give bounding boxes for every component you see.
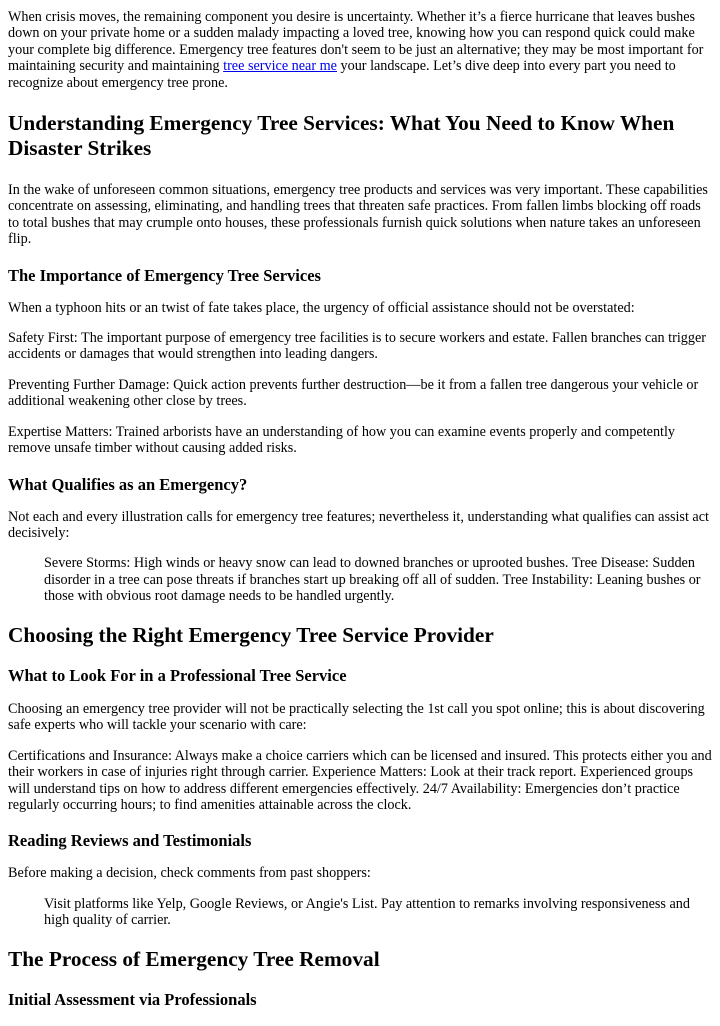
article xyxy=(0,9,720,1009)
safety-first-paragraph: Safety First: The important purpose of emergency tree facilities is to secure workers and estate. Fallen branches can trigger accidents or damages that would strengthen into leading dangers. xyxy=(8,330,706,363)
expertise-paragraph: Expertise Matters: Trained arborists have an understanding of how you can examine events properly and competently remove unsafe timber without causing added risks. xyxy=(8,423,676,457)
tree-service-link[interactable]: tree service near me xyxy=(223,58,337,75)
qualifies-intro: Not each and every illustration calls for emergency tree features; nevertheless it, understanding what qualifies can assist act decisively: xyxy=(8,508,709,541)
importance-intro: When a typhoon hits or an twist of fate takes place, the urgency of official assistance should not be overstated: xyxy=(8,299,635,316)
heading-importance: The Importance of Emergency Tree Services xyxy=(8,265,321,285)
reviews-quote: Visit platforms like Yelp, Google Reviews, or Angie's List. Pay attention to remarks involving responsiveness and high quality of carrier. xyxy=(44,895,690,929)
look-for-list: Certifications and Insurance: Always make a choice carriers which can be licensed and insured. This protects either you and their workers in case of injuries right through carrier. Experience Matters: Look at their track report. Experienced groups will understand tips on how to address different emergencies effectively. 24/7 Availability: Emergencies don’t practice regularly occurring hours; to find amenities attainable across the clock. xyxy=(8,747,712,814)
look-for-intro: Choosing an emergency tree provider will not be practically selecting the 1st call you spot online; this is about discovering safe experts who will tackle your scenario with care: xyxy=(8,701,705,734)
heading-qualifies: What Qualifies as an Emergency? xyxy=(8,474,248,494)
understanding-paragraph: In the wake of unforeseen common situations, emergency tree products and services was very important. These capabilities concentrate on assessing, eliminating, and handling trees that threaten safe practices. From fallen limbs blocking off roads to total bushes that may crumple onto houses, these professionals furnish quick solutions when nature takes an unforeseen flip. xyxy=(8,182,708,248)
intro-paragraph xyxy=(8,9,712,91)
heading-understanding: Understanding Emergency Tree Services: What You Need to Know When Disaster Strikes xyxy=(8,111,675,160)
heading-initial-assessment: Initial Assessment via Professionals xyxy=(8,990,257,1010)
qualifies-quote: Severe Storms: High winds or heavy snow can lead to downed branches or uprooted bushes. Tree Disease: Sudden disorder in a tree can pose threats if branches start up breaking off all of sudden. Tree Instability: Leaning bushes or those with obvious root damage needs to be handled urgently. xyxy=(44,555,701,605)
preventing-damage-paragraph: Preventing Further Damage: Quick action prevents further destruction—be it from a fallen tree dangerous your vehicle or additional weakening other close by trees. xyxy=(8,376,699,410)
heading-look-for: What to Look For in a Professional Tree Service xyxy=(8,666,347,686)
intro-text-after-link: your landscape. Let’s dive deep into every part you need to recognize about emergency tree prone. xyxy=(8,58,676,91)
heading-process: The Process of Emergency Tree Removal xyxy=(8,946,380,971)
heading-choosing: Choosing the Right Emergency Tree Service Provider xyxy=(8,622,494,647)
intro-text-before-link: When crisis moves, the remaining component you desire is uncertainty. Whether it’s a fierce hurricane that leaves bushes down on your private home or a sudden malady impacting a loved tree, knowing how you can respond quick could make your complete big difference. Emergency tree features don't seem to be just an alternative; they may be most important for maintaining security and maintaining xyxy=(8,9,704,75)
reviews-intro: Before making a decision, check comments from past shoppers: xyxy=(8,865,371,882)
heading-reviews: Reading Reviews and Testimonials xyxy=(8,831,252,851)
